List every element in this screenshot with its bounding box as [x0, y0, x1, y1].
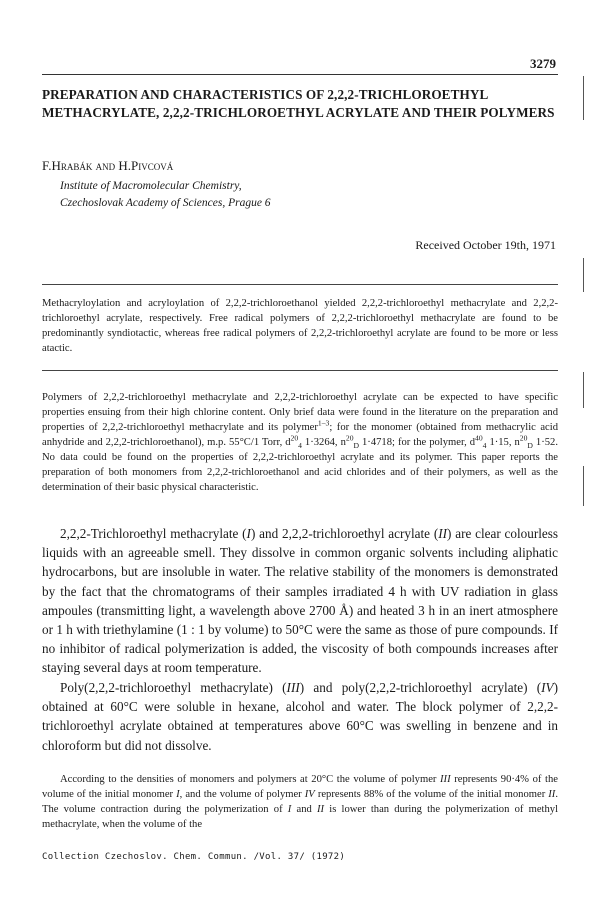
- body-paragraph-polymers: Poly(2,2,2-trichloroethyl methacrylate) (III) and poly(2,2,2-trichloroethyl acrylate) (IV) obtained at 60°C were soluble in hexane, alcohol and water. The block polymer of 2,2,2-trichloroethyl acrylate obtained at temperatures above 60°C was swelling in benzene and in chloroform but did not dissolve.: [42, 680, 558, 753]
- margin-scan-mark: [583, 466, 584, 506]
- body-paragraph-monomers: 2,2,2-Trichloroethyl methacrylate (I) and 2,2,2-trichloroethyl acrylate (II) are clear colourless liquids with an agreeable smell. They dissolve in common organic solvents including aliphatic hydrocarbons, but are insoluble in water. The relative stability of the monomers is demonstrated by the fact that the chromatograms of their samples irradiated 4 h with UV radiation in glass ampoules (transmitting light, a wavelength above 2700 Å) and heated 3 h in an inert atmosphere or 1 h with triethylamine (1 : 1 by volume) to 50°C were the same as those of pure compounds. If no inhibitor of radical polymerization is added, the viscosity of both compounds increases after staying several days at room temperature.: [42, 526, 558, 676]
- margin-scan-mark: [583, 76, 584, 120]
- margin-scan-mark: [583, 258, 584, 292]
- page-number: 3279: [530, 56, 556, 71]
- affiliation-line-2: Czechoslovak Academy of Sciences, Prague 6: [60, 197, 271, 209]
- introduction-paragraph: Polymers of 2,2,2-trichloroethyl methacrylate and 2,2,2-trichloroethyl acrylate can be expected to have specific properties ensuing from their high chlorine content. Only brief data were found in the literature on the preparation and properties of 2,2,2-trichloroethyl methacrylate and its polymer$^{1-3}$; for the monomer (obtained from methacrylic acid anhydride and 2,2,2-trichloroethanol), m.p. 55°C/1 Torr, $d^{20}_4$ 1·3264, $n^{20}_D$ 1·4718; for the polymer, $d^{40}_4$ 1·15, $n^{20}_D$ 1·52. No data could be found on the properties of 2,2,2-trichloroethyl acrylate and its polymer. This paper reports the preparation of both monomers from 2,2,2-trichloroethanol and acid chlorides and of their polymers, as well as the determination of their basic physical characteristic.: [42, 392, 558, 493]
- authors: F.Hrabák and H.Pivcová: [42, 158, 174, 173]
- header-rule: [42, 74, 558, 75]
- body-paragraph-densities: According to the densities of monomers and polymers at 20°C the volume of polymer III represents 90·4% of the volume of the initial monomer I, and the volume of polymer IV represents 88% of the volume of the initial monomer II. The volume contraction during the polymerization of I and II is lower than during the polymerization of methyl methacrylate, when the volume of the: [42, 774, 559, 830]
- margin-scan-mark: [583, 372, 584, 408]
- received-date: Received October 19th, 1971: [415, 238, 556, 252]
- abstract-bottom-rule: [42, 370, 558, 371]
- journal-footer: Collection Czechoslov. Chem. Commun. /Vol. 37/ (1972): [42, 852, 346, 862]
- paper-title: PREPARATION AND CHARACTERISTICS OF 2,2,2-TRICHLOROETHYL METHACRYLATE, 2,2,2-TRICHLOROETHYL ACRYLATE AND THEIR POLYMERS: [42, 87, 555, 120]
- abstract: Methacryloylation and acryloylation of 2,2,2-trichloroethanol yielded 2,2,2-trichloroethyl methacrylate and 2,2,2-trichloroethyl acrylate, respectively. Free radical polymers of 2,2,2-trichloroethyl methacrylate are found to be predominantly syndiotactic, whereas free radical polymers of 2,2,2-trichloroethyl acrylate are found to be more or less atactic.: [42, 298, 558, 354]
- affiliation-line-1: Institute of Macromolecular Chemistry,: [60, 180, 242, 192]
- abstract-top-rule: [42, 284, 558, 285]
